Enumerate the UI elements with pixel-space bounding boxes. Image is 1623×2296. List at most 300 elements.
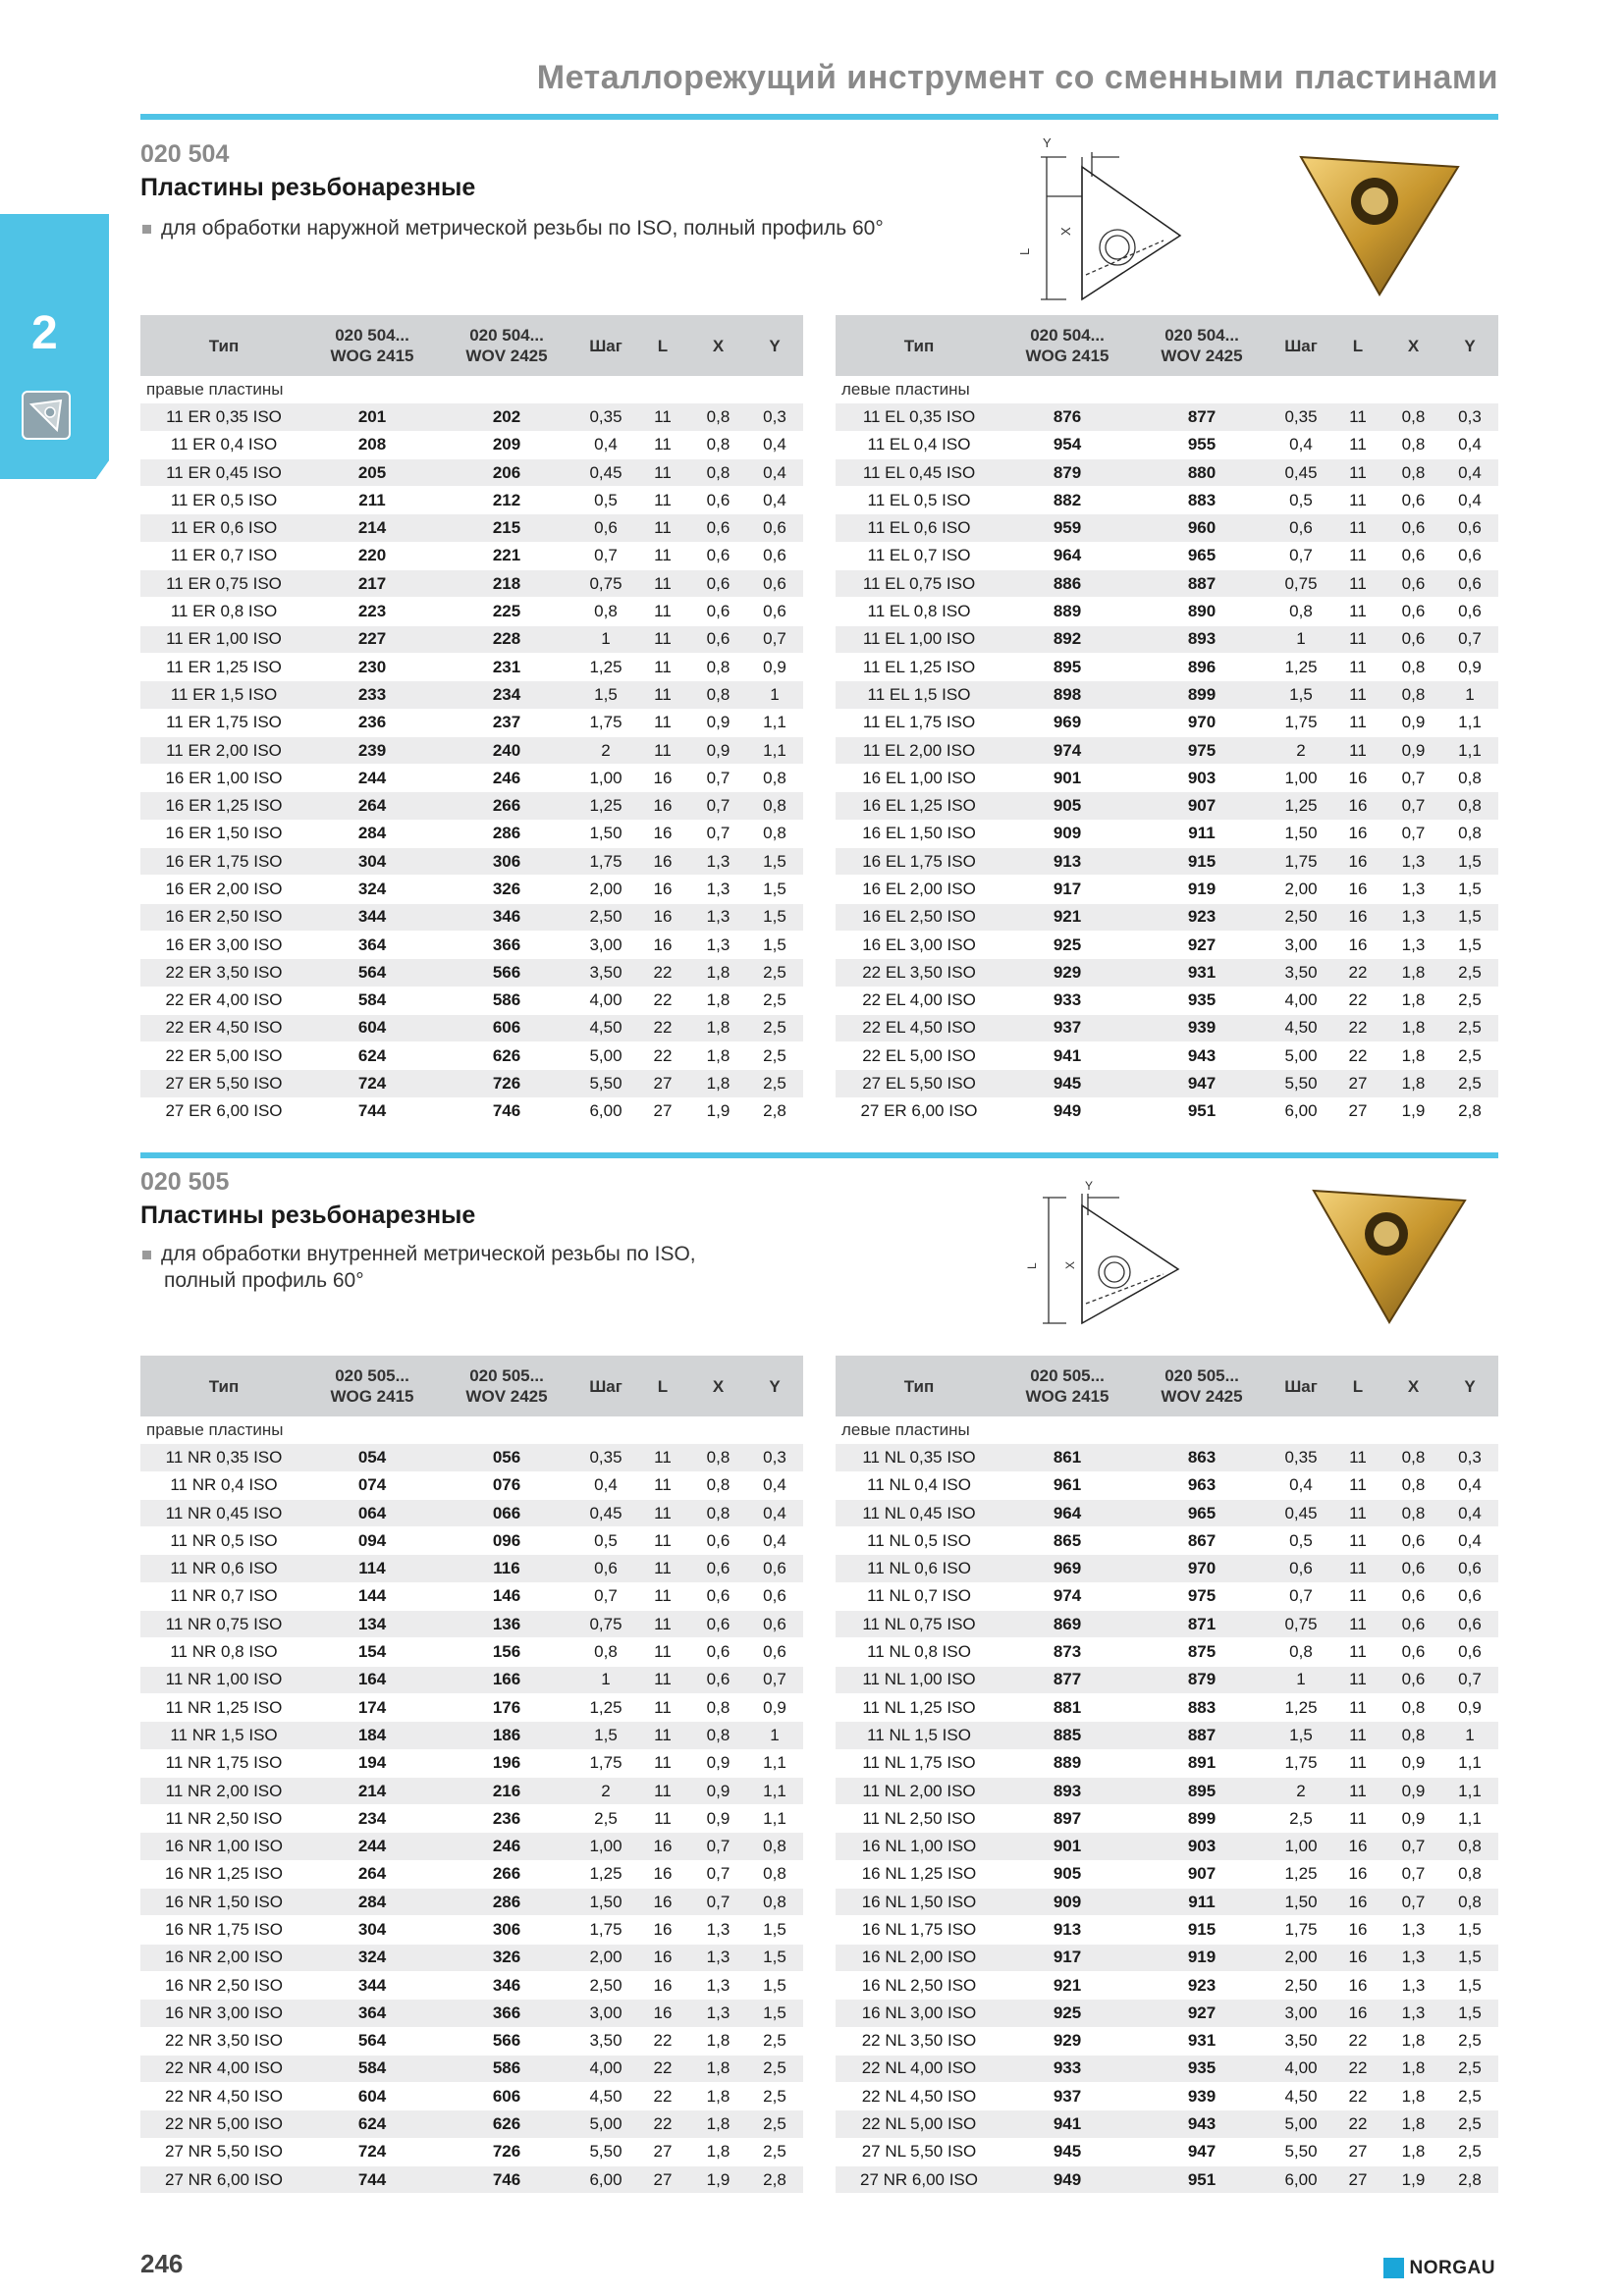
cell-type: 11 NR 0,7 ISO [140,1582,307,1610]
cell-wov: 931 [1132,2027,1271,2055]
cell-x: 0,8 [690,1499,746,1526]
cell-wov: 366 [437,931,576,958]
cell-type: 22 NL 3,50 ISO [836,2027,1002,2055]
table-right-inserts [140,315,803,1126]
cell-step: 2,00 [1271,876,1330,903]
cell-wog: 174 [307,1693,437,1721]
thread-insert-photo [1306,1183,1473,1330]
cell-y: 1,5 [1441,903,1498,931]
cell-x: 1,9 [690,2166,746,2194]
cell-wov: 246 [437,765,576,792]
cell-type: 11 EL 0,5 ISO [836,487,1002,514]
cell-l: 11 [635,709,690,736]
cell-l: 16 [635,792,690,820]
cell-y: 2,5 [746,1014,803,1041]
th-x: X [1385,1356,1441,1416]
cell-step: 0,5 [576,1527,635,1555]
cell-x: 1,3 [690,848,746,876]
cell-y: 1,1 [746,1777,803,1804]
cell-wog: 214 [307,514,437,542]
cell-l: 11 [635,1749,690,1777]
cell-step: 2 [1271,1777,1330,1804]
cell-wov: 911 [1132,1889,1271,1916]
cell-l: 16 [635,1944,690,1971]
cell-l: 11 [1330,1638,1385,1666]
cell-x: 0,8 [1385,653,1441,680]
cell-y: 0,6 [1441,514,1498,542]
cell-wov: 891 [1132,1749,1271,1777]
table-row [836,653,1498,680]
cell-y: 0,8 [746,792,803,820]
cell-l: 16 [1330,1889,1385,1916]
cell-wog: 876 [1002,403,1132,431]
cell-x: 1,3 [1385,2000,1441,2027]
cell-y: 2,5 [746,2083,803,2110]
table-row [140,1693,803,1721]
table-row [836,514,1498,542]
table-row [140,1916,803,1944]
cell-l: 11 [1330,1777,1385,1804]
cell-wog: 604 [307,2083,437,2110]
cell-l: 16 [1330,903,1385,931]
cell-l: 16 [635,820,690,847]
cell-type: 11 ER 1,25 ISO [140,653,307,680]
cell-y: 2,8 [1441,2166,1498,2194]
cell-wov: 965 [1132,1499,1271,1526]
cell-l: 16 [635,1833,690,1860]
cell-wov: 146 [437,1582,576,1610]
th-y: Y [746,315,803,376]
cell-x: 0,8 [690,653,746,680]
th-x: X [1385,315,1441,376]
cell-wog: 873 [1002,1638,1132,1666]
table-row [140,1889,803,1916]
cell-x: 0,9 [690,1749,746,1777]
cell-step: 4,50 [576,1014,635,1041]
cell-x: 1,3 [690,931,746,958]
section-bullet [142,1241,696,1294]
cell-x: 1,8 [1385,959,1441,987]
cell-type: 11 EL 0,7 ISO [836,542,1002,569]
cell-y: 1,5 [746,931,803,958]
cell-wov: 975 [1132,1582,1271,1610]
cell-type: 16 EL 1,25 ISO [836,792,1002,820]
cell-step: 0,6 [1271,514,1330,542]
cell-l: 22 [635,2055,690,2082]
cell-l: 11 [635,625,690,653]
cell-wov: 066 [437,1499,576,1526]
cell-wog: 969 [1002,1555,1132,1582]
cell-step: 2 [1271,736,1330,764]
insert-icon [22,391,71,440]
cell-l: 22 [1330,2055,1385,2082]
cell-x: 0,6 [690,1527,746,1555]
cell-l: 27 [635,1070,690,1097]
cell-type: 27 NL 5,50 ISO [836,2138,1002,2165]
th-type: Тип [836,315,1002,376]
brand-name: NORGAU [1409,2258,1495,2278]
cell-wog: 937 [1002,1014,1132,1041]
cell-y: 0,8 [1441,820,1498,847]
cell-wov: 893 [1132,625,1271,653]
cell-y: 0,4 [1441,1471,1498,1499]
cell-x: 1,3 [690,1916,746,1944]
cell-type: 11 NR 0,5 ISO [140,1527,307,1555]
cell-y: 1,5 [746,1916,803,1944]
cell-l: 11 [1330,542,1385,569]
cell-y: 0,6 [1441,542,1498,569]
cell-step: 0,45 [576,1499,635,1526]
cell-y: 2,5 [1441,959,1498,987]
cell-y: 1,5 [746,1944,803,1971]
cell-wog: 223 [307,598,437,625]
cell-wov: 880 [1132,458,1271,486]
cell-step: 0,8 [576,1638,635,1666]
table-row [140,987,803,1014]
cell-y: 0,6 [746,1555,803,1582]
th-wov-grade: WOV 2425 [465,1387,548,1406]
cell-step: 5,00 [576,2110,635,2138]
cell-step: 2,00 [1271,1944,1330,1971]
table-row [836,1638,1498,1666]
cell-wog: 144 [307,1582,437,1610]
cell-y: 1 [746,1722,803,1749]
cell-y: 0,4 [746,458,803,486]
cell-l: 11 [635,1777,690,1804]
cell-wog: 889 [1002,1749,1132,1777]
cell-step: 0,35 [576,403,635,431]
cell-step: 1,50 [576,820,635,847]
cell-y: 2,5 [1441,1042,1498,1070]
diagram-label-y: Y [1085,1179,1094,1193]
cell-x: 1,8 [690,2110,746,2138]
cell-y: 0,4 [746,487,803,514]
cell-wog: 344 [307,903,437,931]
cell-l: 11 [635,736,690,764]
table-row [836,1444,1498,1471]
table-row [140,1944,803,1971]
cell-step: 0,4 [1271,431,1330,458]
table-row [140,681,803,709]
table-row [140,876,803,903]
cell-wog: 945 [1002,1070,1132,1097]
cell-wov: 225 [437,598,576,625]
cell-y: 1 [746,681,803,709]
cell-l: 22 [1330,987,1385,1014]
cell-wog: 584 [307,987,437,1014]
cell-step: 4,00 [1271,2055,1330,2082]
cell-wov: 240 [437,736,576,764]
cell-wov: 746 [437,1097,576,1125]
cell-wog: 929 [1002,2027,1132,2055]
cell-l: 16 [635,2000,690,2027]
cell-wog: 869 [1002,1611,1132,1638]
cell-wov: 566 [437,2027,576,2055]
cell-type: 22 EL 5,00 ISO [836,1042,1002,1070]
cell-x: 1,8 [1385,2083,1441,2110]
diagram-label-x: X [1063,1260,1077,1269]
table-row [140,2000,803,2027]
cell-wov: 366 [437,2000,576,2027]
table-row [140,403,803,431]
cell-x: 0,8 [690,1444,746,1471]
cell-wog: 913 [1002,848,1132,876]
table-row [836,1889,1498,1916]
cell-type: 16 EL 1,00 ISO [836,765,1002,792]
cell-l: 11 [1330,487,1385,514]
cell-x: 0,8 [690,431,746,458]
table-row [140,1666,803,1693]
cell-x: 0,6 [1385,1611,1441,1638]
cell-type: 11 NR 0,75 ISO [140,1611,307,1638]
cell-wog: 959 [1002,514,1132,542]
cell-wov: 923 [1132,1971,1271,1999]
cell-type: 11 EL 1,00 ISO [836,625,1002,653]
cell-step: 0,5 [1271,1527,1330,1555]
th-step: Шаг [576,1356,635,1416]
cell-y: 2,5 [1441,2027,1498,2055]
cell-step: 5,50 [1271,2138,1330,2165]
th-y: Y [1441,315,1498,376]
cell-type: 22 ER 4,50 ISO [140,1014,307,1041]
th-wog-grade: WOG 2415 [1025,347,1109,365]
cell-wov: 927 [1132,931,1271,958]
cell-l: 11 [635,1722,690,1749]
cell-x: 1,8 [690,987,746,1014]
table-row [836,431,1498,458]
cell-wog: 184 [307,1722,437,1749]
cell-wov: 899 [1132,681,1271,709]
table-row [836,1527,1498,1555]
cell-x: 1,9 [1385,2166,1441,2194]
cell-x: 0,6 [690,570,746,598]
cell-type: 11 ER 1,00 ISO [140,625,307,653]
cell-step: 6,00 [576,2166,635,2194]
cell-y: 0,8 [746,820,803,847]
cell-x: 0,6 [1385,1666,1441,1693]
cell-y: 1,5 [1441,876,1498,903]
cell-type: 11 NL 1,75 ISO [836,1749,1002,1777]
table-row [836,903,1498,931]
table-row [140,959,803,987]
cell-step: 2,50 [576,1971,635,1999]
cell-l: 11 [635,1805,690,1833]
cell-wog: 264 [307,792,437,820]
table-row [836,2055,1498,2082]
cell-x: 1,3 [1385,931,1441,958]
cell-wov: 196 [437,1749,576,1777]
cell-wov: 236 [437,1805,576,1833]
cell-step: 1,75 [1271,848,1330,876]
cell-y: 1,5 [746,2000,803,2027]
cell-wov: 266 [437,1860,576,1888]
table-row [140,431,803,458]
cell-y: 0,8 [1441,792,1498,820]
cell-wov: 935 [1132,987,1271,1014]
cell-y: 1,1 [1441,1749,1498,1777]
cell-type: 16 NL 1,00 ISO [836,1833,1002,1860]
cell-x: 1,8 [690,959,746,987]
cell-wov: 915 [1132,1916,1271,1944]
cell-y: 0,4 [1441,487,1498,514]
cell-type: 27 NR 6,00 ISO [836,2166,1002,2194]
table-row [836,792,1498,820]
cell-x: 1,8 [1385,1042,1441,1070]
cell-wov: 877 [1132,403,1271,431]
cell-y: 0,7 [1441,1666,1498,1693]
cell-l: 27 [635,2138,690,2165]
cell-y: 2,5 [746,2027,803,2055]
table-row [140,765,803,792]
cell-x: 0,8 [690,681,746,709]
group-label: левые пластины [836,1416,1498,1444]
cell-step: 0,8 [1271,598,1330,625]
cell-x: 0,8 [1385,431,1441,458]
thread-insert-photo [1291,147,1468,304]
cell-wog: 604 [307,1014,437,1041]
cell-type: 11 NR 1,5 ISO [140,1722,307,1749]
th-wov-grade: WOV 2425 [1161,347,1243,365]
cell-wov: 186 [437,1722,576,1749]
cell-wov: 056 [437,1444,576,1471]
cell-wov: 911 [1132,820,1271,847]
table-row [836,403,1498,431]
cell-type: 22 NR 4,00 ISO [140,2055,307,2082]
cell-y: 1,1 [1441,736,1498,764]
cell-y: 0,6 [746,1582,803,1610]
cell-x: 1,3 [1385,903,1441,931]
group-label: левые пластины [836,376,1498,403]
cell-wog: 244 [307,1833,437,1860]
th-wog-code: 020 504... [335,326,409,345]
table-row [140,487,803,514]
cell-type: 11 NL 0,7 ISO [836,1582,1002,1610]
cell-step: 0,6 [1271,1555,1330,1582]
cell-type: 22 EL 3,50 ISO [836,959,1002,987]
cell-wov: 237 [437,709,576,736]
cell-type: 16 NR 2,50 ISO [140,1971,307,1999]
cell-l: 16 [1330,792,1385,820]
cell-y: 2,5 [1441,987,1498,1014]
cell-x: 0,6 [1385,598,1441,625]
cell-wog: 164 [307,1666,437,1693]
cell-wov: 871 [1132,1611,1271,1638]
cell-wog: 893 [1002,1777,1132,1804]
table-left-inserts [836,1356,1498,2194]
cell-l: 16 [1330,1971,1385,1999]
cell-x: 0,6 [690,1666,746,1693]
cell-step: 0,75 [576,1611,635,1638]
section-title: Пластины резьбонарезные [140,174,476,201]
th-x: X [690,1356,746,1416]
cell-wov: 136 [437,1611,576,1638]
th-wog-code: 020 505... [335,1366,409,1385]
cell-y: 1,5 [746,848,803,876]
cell-wog: 905 [1002,792,1132,820]
th-wog [1002,1356,1132,1416]
cell-wog: 304 [307,1916,437,1944]
cell-y: 0,6 [746,1638,803,1666]
cell-y: 1 [1441,1722,1498,1749]
cell-y: 1,5 [1441,931,1498,958]
cell-x: 0,9 [1385,1749,1441,1777]
cell-type: 16 NR 1,50 ISO [140,1889,307,1916]
cell-type: 16 NR 1,75 ISO [140,1916,307,1944]
diagram-label-l: L [1025,1262,1039,1269]
table-row [140,1097,803,1125]
cell-l: 16 [1330,931,1385,958]
table-row [140,1582,803,1610]
cell-wog: 941 [1002,1042,1132,1070]
cell-wov: 286 [437,820,576,847]
cell-type: 11 EL 0,35 ISO [836,403,1002,431]
cell-type: 11 EL 1,5 ISO [836,681,1002,709]
cell-type: 11 NL 1,25 ISO [836,1693,1002,1721]
cell-type: 11 NR 1,25 ISO [140,1693,307,1721]
cell-type: 11 NR 1,75 ISO [140,1749,307,1777]
th-wog-code: 020 504... [1030,326,1105,345]
cell-wov: 326 [437,876,576,903]
chapter-number: 2 [31,307,58,359]
th-type: Тип [836,1356,1002,1416]
cell-step: 6,00 [1271,1097,1330,1125]
insert-dimension-diagram [972,128,1188,314]
cell-y: 0,7 [746,1666,803,1693]
cell-step: 0,5 [576,487,635,514]
cell-type: 11 NL 0,4 ISO [836,1471,1002,1499]
cell-wov: 903 [1132,1833,1271,1860]
cell-wov: 947 [1132,2138,1271,2165]
cell-l: 11 [1330,598,1385,625]
th-wov-code: 020 504... [469,326,544,345]
cell-type: 16 EL 2,50 ISO [836,903,1002,931]
cell-wog: 937 [1002,2083,1132,2110]
table-row [836,1014,1498,1041]
cell-x: 1,8 [1385,2138,1441,2165]
cell-step: 0,35 [576,1444,635,1471]
cell-step: 0,8 [1271,1638,1330,1666]
cell-wog: 974 [1002,736,1132,764]
cell-step: 0,4 [576,1471,635,1499]
cell-wog: 865 [1002,1527,1132,1555]
cell-step: 1,50 [576,1889,635,1916]
cell-step: 2,50 [1271,903,1330,931]
cell-type: 11 ER 0,75 ISO [140,570,307,598]
cell-l: 16 [1330,820,1385,847]
cell-x: 0,8 [690,1693,746,1721]
cell-l: 11 [1330,1805,1385,1833]
cell-step: 1,5 [1271,1722,1330,1749]
table-row [836,1749,1498,1777]
cell-type: 16 NL 1,50 ISO [836,1889,1002,1916]
cell-x: 0,6 [1385,542,1441,569]
th-type: Тип [140,315,307,376]
cell-l: 11 [1330,458,1385,486]
table-row [836,625,1498,653]
cell-step: 4,00 [576,987,635,1014]
cell-wog: 933 [1002,2055,1132,2082]
cell-wov: 883 [1132,1693,1271,1721]
cell-wog: 233 [307,681,437,709]
cell-type: 22 EL 4,50 ISO [836,1014,1002,1041]
cell-type: 16 EL 1,75 ISO [836,848,1002,876]
table-row [836,1097,1498,1125]
cell-l: 11 [1330,1749,1385,1777]
cell-step: 3,50 [576,959,635,987]
cell-x: 0,8 [690,1471,746,1499]
cell-wov: 346 [437,1971,576,1999]
cell-type: 16 ER 1,75 ISO [140,848,307,876]
